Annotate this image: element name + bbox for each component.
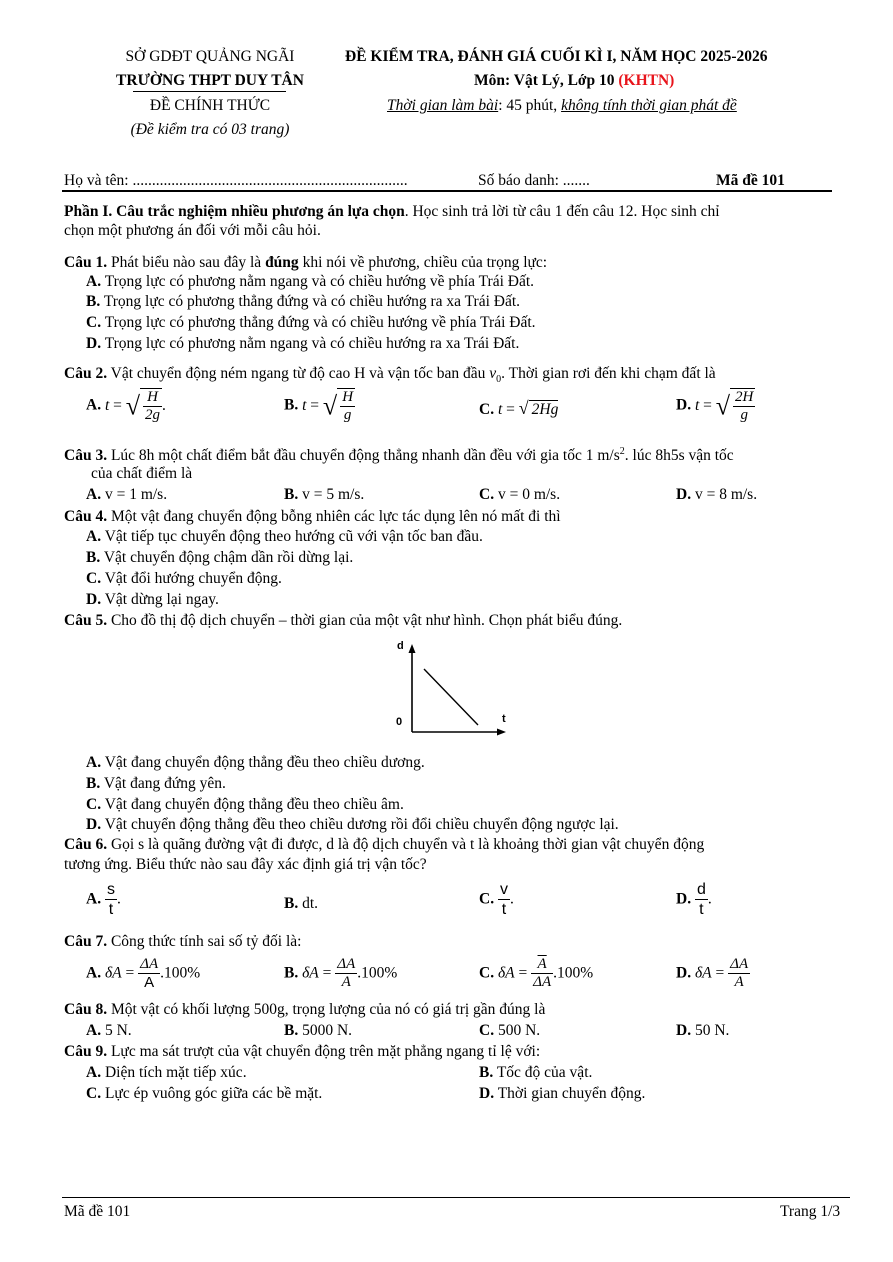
q6-option-b[interactable] — [284, 895, 318, 913]
option-text: Trọng lực có phương nằm ngang và có chiều hướng ra xa Trái Đất. — [104, 335, 520, 352]
option-label: B. — [284, 396, 299, 414]
q7-number: Câu 7. — [64, 933, 108, 950]
subject-line — [474, 72, 674, 90]
part1-instr2: chọn một phương án đối với mỗi câu hỏi. — [64, 222, 321, 239]
q3-option-c[interactable] — [479, 486, 560, 504]
q8-stem — [64, 1001, 545, 1019]
q3-text-end: . lúc 8h5s vận tốc — [624, 447, 734, 465]
option-text: Tốc độ của vật. — [496, 1064, 593, 1081]
sqrt-formula: √ $\frac{H}{2g}$ — [125, 389, 161, 423]
part1-instr1: . Học sinh trả lời từ câu 1 đến câu 12. Học sinh chỉ — [404, 203, 720, 220]
q9-option-a[interactable] — [86, 1064, 247, 1082]
q2-option-a[interactable]: A. t = √ $\frac{H}{2g}$ . — [86, 389, 166, 423]
option-text: 5000 N. — [302, 1022, 353, 1039]
q5-option-b[interactable] — [86, 775, 226, 793]
time-suffix: không tính thời gian phát đề — [561, 97, 737, 114]
school-underline — [133, 91, 286, 92]
q6-stem — [64, 836, 704, 854]
subject-tag: (KHTN) — [618, 72, 675, 89]
q4-option-b[interactable] — [86, 549, 353, 567]
q6-option-a[interactable]: A. $\frac{s}{t}$ . — [86, 881, 121, 918]
option-label: B. — [284, 1022, 299, 1039]
option-text: Vật chuyển động chậm dần rồi dừng lại. — [103, 549, 354, 566]
q8-text: Một vật có khối lượng 500g, trọng lượng của nó có giá trị gần đúng là — [107, 1001, 546, 1018]
q9-text: Lực ma sát trượt của vật chuyển động trên mặt phẳng ngang tỉ lệ với: — [107, 1043, 541, 1060]
option-text: Vật đang đứng yên. — [103, 775, 226, 792]
q8-option-a[interactable] — [86, 1022, 132, 1040]
q3-option-b[interactable] — [284, 486, 364, 504]
student-id-field[interactable]: Số báo danh: ....... — [478, 172, 590, 189]
option-label: B. — [284, 964, 299, 982]
q3-stem-2: của chất điểm là — [91, 465, 193, 482]
option-text: dt. — [302, 895, 319, 912]
q3-option-a[interactable] — [86, 486, 167, 504]
option-label: C. — [479, 890, 495, 908]
option-text: Trọng lực có phương nằm ngang và có chiều hướng về phía Trái Đất. — [104, 273, 535, 290]
q2-text-end: . Thời gian rơi đến khi chạm đất là — [501, 365, 716, 382]
option-label: B. — [86, 549, 101, 566]
q1-option-a[interactable] — [86, 273, 534, 291]
option-text: Vật tiếp tục chuyển động theo hướng cũ với vận tốc ban đầu. — [104, 528, 483, 545]
q3-option-d[interactable] — [676, 486, 757, 504]
subject-text: Môn: Vật Lý, Lớp 10 — [474, 72, 615, 89]
q1-emphasis: đúng — [265, 254, 299, 271]
option-text: v = 5 m/s. — [302, 486, 365, 503]
q9-number: Câu 9. — [64, 1043, 108, 1060]
q5-number: Câu 5. — [64, 612, 108, 629]
q3-text: Lúc 8h một chất điểm bắt đầu chuyển động thẳng nhanh dần đều với gia tốc 1 m/s — [107, 447, 620, 465]
q2-option-c[interactable]: C. t = √ 2Hg — [479, 398, 559, 418]
option-label: D. — [676, 486, 692, 503]
q5-text: Cho đồ thị độ dịch chuyển – thời gian của một vật như hình. Chọn phát biểu đúng. — [107, 612, 623, 629]
option-label: A. — [86, 1022, 102, 1039]
displacement-time-graph — [388, 635, 518, 745]
option-text: 50 N. — [694, 1022, 730, 1039]
footer-divider — [62, 1197, 850, 1198]
option-label: D. — [479, 1085, 495, 1102]
option-label: A. — [86, 1064, 102, 1081]
option-label: C. — [86, 314, 102, 331]
option-label: A. — [86, 396, 102, 414]
q2-option-b[interactable]: B. t = √ $\frac{H}{g}$ — [284, 389, 354, 423]
q5-option-d[interactable] — [86, 816, 619, 834]
q6-text: Gọi s là quãng đường vật đi được, d là độ dịch chuyển và t là khoảng thời gian vật chuyển động — [107, 836, 705, 853]
option-text: Vật chuyển động thẳng đều theo chiều dương rồi đổi chiều chuyển động ngược lại. — [104, 816, 619, 833]
option-label: A. — [86, 273, 102, 290]
option-label: B. — [479, 1064, 494, 1081]
q1-option-d[interactable] — [86, 335, 519, 353]
q8-option-c[interactable] — [479, 1022, 540, 1040]
option-text: Vật đang chuyển động thẳng đều theo chiều âm. — [104, 796, 404, 813]
part1-instructions — [64, 203, 720, 221]
q8-option-d[interactable] — [676, 1022, 729, 1040]
q7-text: Công thức tính sai số tỷ đối là: — [107, 933, 302, 950]
option-label: B. — [284, 486, 299, 503]
exam-title: ĐỀ KIỂM TRA, ĐÁNH GIÁ CUỐI KÌ I, NĂM HỌC 2025-2026 — [345, 48, 768, 65]
option-text: Trọng lực có phương thẳng đứng và có chiều hướng ra xa Trái Đất. — [103, 293, 521, 310]
q3-stem: Câu 3. Lúc 8h một chất điểm bắt đầu chuyển động thẳng nhanh dần đều với gia tốc 1 $m/s^2$. lúc 8h5s vận tốc — [64, 446, 734, 465]
q6-option-d[interactable]: D. $\frac{d}{t}$ . — [676, 881, 712, 918]
part1-title: Phần I. Câu trắc nghiệm nhiều phương án lựa chọn — [64, 203, 405, 220]
q7-stem — [64, 933, 301, 951]
school-name: TRƯỜNG THPT DUY TÂN — [116, 72, 304, 89]
d-axis-arrow — [409, 644, 416, 653]
q6-number: Câu 6. — [64, 836, 108, 853]
q1-number: Câu 1. — [64, 254, 108, 271]
q2-stem — [64, 365, 716, 385]
option-label: C. — [479, 964, 495, 982]
option-label: B. — [284, 895, 299, 912]
option-label: D. — [676, 890, 692, 908]
q5-option-c[interactable] — [86, 796, 404, 814]
q4-option-d[interactable] — [86, 591, 219, 609]
q1-option-b[interactable] — [86, 293, 520, 311]
option-label: C. — [86, 796, 102, 813]
t-axis-label: t — [502, 713, 506, 725]
option-label: C. — [479, 1022, 495, 1039]
q3-number: Câu 3. — [64, 447, 108, 465]
q7-option-c[interactable]: C. δA = $\frac{\overline{A}}{\Delta A}$ .100% — [479, 956, 594, 990]
sqrt-formula: √ $\frac{H}{g}$ — [322, 389, 354, 423]
q9-option-b[interactable] — [479, 1064, 592, 1082]
option-label: D. — [86, 816, 102, 833]
option-label: C. — [479, 401, 495, 418]
option-label: D. — [86, 591, 102, 608]
q5-stem — [64, 612, 622, 630]
option-label: B. — [86, 775, 101, 792]
option-label: D. — [676, 396, 692, 414]
d-axis-label: d — [397, 640, 404, 652]
time-value: : 45 phút, — [498, 97, 562, 114]
q9-stem — [64, 1043, 540, 1061]
q7-option-d[interactable]: D. δA = $\frac{\Delta A}{A}$ — [676, 956, 749, 990]
v0-symbol: $v_0$ — [489, 365, 502, 386]
q1-text-end: khi nói về phương, chiều của trọng lực: — [298, 254, 548, 271]
option-text: Thời gian chuyển động. — [497, 1085, 646, 1102]
footer-exam-code: Mã đề 101 — [64, 1203, 131, 1220]
option-text: v = 8 m/s. — [694, 486, 758, 503]
q6-stem-2: tương ứng. Biểu thức nào sau đây xác định giá trị vận tốc? — [64, 856, 427, 873]
q8-number: Câu 8. — [64, 1001, 108, 1018]
q7-option-b[interactable]: B. δA = $\frac{\Delta A}{A}$ .100% — [284, 956, 398, 990]
option-label: A. — [86, 754, 102, 771]
q4-stem — [64, 508, 561, 526]
option-text: Lực ép vuông góc giữa các bề mặt. — [104, 1085, 323, 1102]
q5-option-a[interactable] — [86, 754, 425, 772]
footer-page-number: Trang 1/3 — [780, 1203, 841, 1220]
q7-option-a[interactable]: A. δA = $\frac{\Delta A}{A}$ .100% — [86, 956, 201, 991]
option-label: A. — [86, 890, 102, 908]
t-axis-arrow — [497, 729, 506, 736]
option-text: v = 0 m/s. — [497, 486, 561, 503]
graph-line — [424, 669, 478, 725]
exam-code: Mã đề 101 — [716, 172, 785, 189]
student-name-field[interactable]: Họ và tên: ....................................................................... — [64, 172, 408, 189]
q4-option-a[interactable] — [86, 528, 483, 546]
option-text: Diện tích mặt tiếp xúc. — [104, 1064, 247, 1081]
option-label: C. — [86, 1085, 102, 1102]
option-text: v = 1 m/s. — [104, 486, 168, 503]
option-label: D. — [676, 964, 692, 982]
q2-text: Vật chuyển động ném ngang từ độ cao H và vận tốc ban đầu — [107, 365, 486, 382]
option-label: D. — [86, 335, 102, 352]
option-text: Vật dừng lại ngay. — [104, 591, 219, 608]
q8-option-b[interactable] — [284, 1022, 352, 1040]
option-text: Vật đang chuyển động thẳng đều theo chiều dương. — [104, 754, 425, 771]
option-text: Trọng lực có phương thẳng đứng và có chiều hướng về phía Trái Đất. — [104, 314, 536, 331]
q6-option-c[interactable]: C. $\frac{v}{t}$ . — [479, 881, 514, 918]
q2-number: Câu 2. — [64, 365, 108, 382]
q2-option-d[interactable]: D. t = √ $\frac{2H}{g}$ — [676, 389, 754, 423]
option-label: A. — [86, 528, 102, 545]
option-label: D. — [676, 1022, 692, 1039]
department-name: SỞ GDĐT QUẢNG NGÃI — [125, 48, 295, 65]
q1-option-c[interactable] — [86, 314, 536, 332]
q1-stem — [64, 254, 547, 272]
q1-text: Phát biểu nào sau đây là — [107, 254, 266, 271]
official-label: ĐỀ CHÍNH THỨC — [149, 97, 271, 114]
option-label: C. — [86, 570, 102, 587]
header-divider — [62, 190, 832, 192]
time-prefix: Thời gian làm bài — [387, 97, 499, 114]
option-text: 5 N. — [104, 1022, 132, 1039]
origin-label: 0 — [396, 716, 403, 728]
option-label: A. — [86, 964, 102, 982]
q4-number: Câu 4. — [64, 508, 108, 525]
option-label: C. — [479, 486, 495, 503]
option-label: B. — [86, 293, 101, 310]
q4-option-c[interactable] — [86, 570, 282, 588]
q9-option-d[interactable] — [479, 1085, 645, 1103]
q4-text: Một vật đang chuyển động bỗng nhiên các lực tác dụng lên nó mất đi thì — [107, 508, 561, 525]
pages-note: (Đề kiểm tra có 03 trang) — [130, 121, 290, 138]
option-label: A. — [86, 486, 102, 503]
option-text: 500 N. — [497, 1022, 541, 1039]
option-text: Vật đổi hướng chuyển động. — [104, 570, 282, 587]
time-line — [387, 97, 737, 115]
sqrt-formula: √ $\frac{2H}{g}$ — [715, 389, 754, 423]
q9-option-c[interactable] — [86, 1085, 322, 1103]
